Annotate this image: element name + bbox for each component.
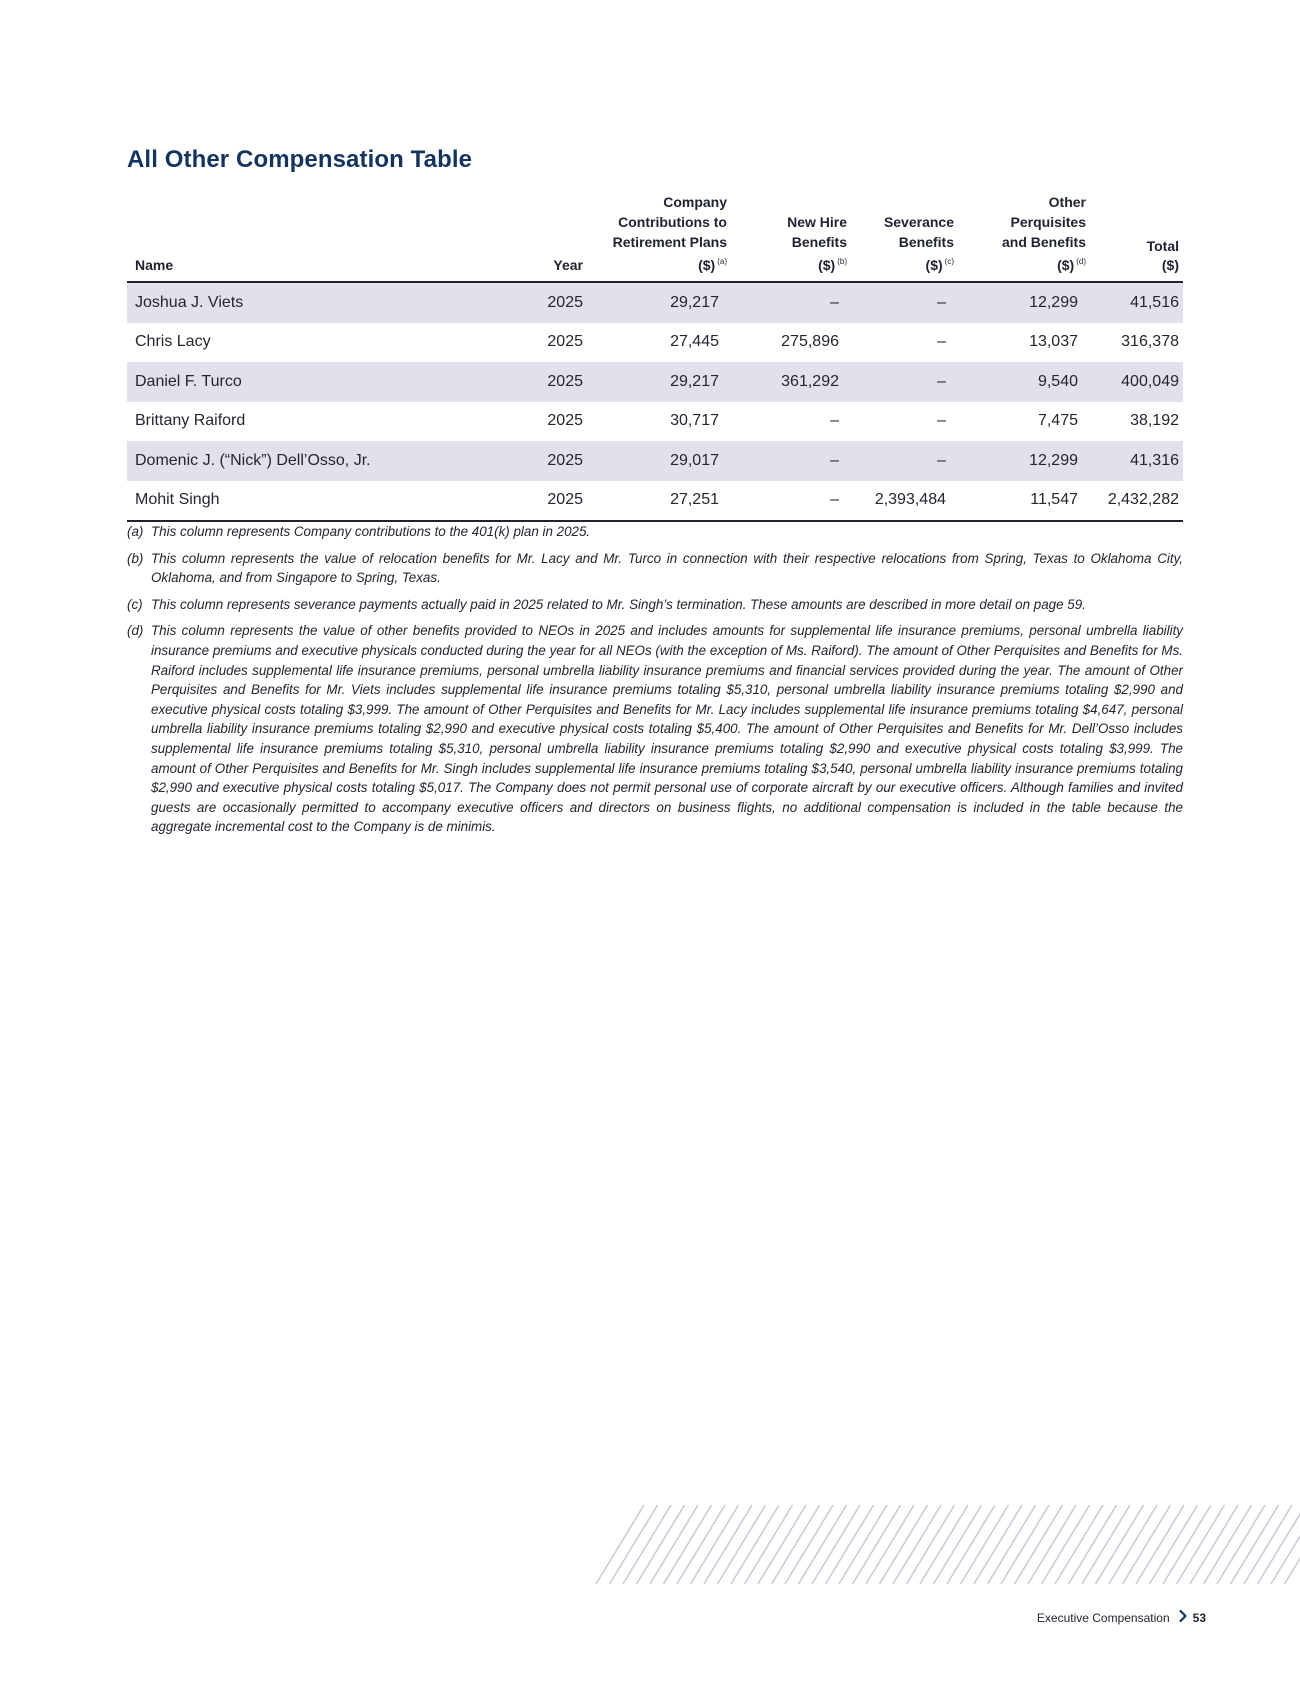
stripe-line bbox=[1190, 1505, 1238, 1584]
col-header-name: Name bbox=[127, 193, 510, 282]
header-line: Total bbox=[1146, 237, 1179, 254]
stripe-line bbox=[907, 1505, 955, 1584]
stripe-line bbox=[691, 1505, 739, 1584]
stripe-line bbox=[866, 1505, 914, 1584]
page-number: 53 bbox=[1192, 1610, 1206, 1625]
cell-other-perquisites: 9,540 bbox=[958, 362, 1090, 402]
footer-section-label: Executive Compensation bbox=[1036, 1610, 1170, 1625]
cell-company-contributions: 30,717 bbox=[670, 412, 719, 430]
cell-new-hire-benefits: 275,896 bbox=[781, 333, 839, 351]
stripe-line bbox=[947, 1505, 995, 1584]
unit-label: ($) bbox=[818, 257, 836, 274]
stripe-line bbox=[1217, 1505, 1265, 1584]
table-row bbox=[127, 323, 1183, 363]
stripe-line bbox=[745, 1505, 793, 1584]
header-line: and Benefits bbox=[1001, 233, 1086, 250]
header-line: Perquisites bbox=[1010, 213, 1086, 230]
footnotes bbox=[127, 522, 1183, 844]
cell-new-hire-benefits: – bbox=[731, 481, 851, 522]
header-line: Retirement Plans bbox=[612, 233, 727, 250]
stripe-line bbox=[893, 1505, 941, 1584]
stripe-line bbox=[1069, 1505, 1117, 1584]
stripe-line bbox=[812, 1505, 860, 1584]
cell-severance-benefits: – bbox=[851, 282, 958, 323]
cell-company-contributions: 27,251 bbox=[587, 481, 731, 522]
stripe-line bbox=[1001, 1505, 1049, 1584]
cell-company-contributions: 29,217 bbox=[587, 362, 731, 402]
stripe-line bbox=[1136, 1505, 1184, 1584]
header-line bbox=[966, 252, 1086, 276]
cell-total: 38,192 bbox=[1130, 412, 1179, 430]
table-row bbox=[127, 441, 1183, 481]
col-header-year: Year bbox=[510, 193, 587, 282]
cell-severance-benefits: – bbox=[851, 362, 958, 402]
stripe-line bbox=[677, 1505, 725, 1584]
cell-year: 2025 bbox=[510, 282, 587, 323]
cell-other-perquisites: 12,299 bbox=[958, 441, 1090, 481]
stripe-line bbox=[1177, 1505, 1225, 1584]
stripe-line bbox=[1028, 1505, 1076, 1584]
stripe-line bbox=[988, 1505, 1036, 1584]
footnote-ref: (a) bbox=[717, 257, 727, 267]
stripe-line bbox=[1109, 1505, 1157, 1584]
cell-name: Daniel F. Turco bbox=[127, 362, 510, 402]
chevron-right-icon bbox=[1179, 1610, 1187, 1625]
cell-total: 316,378 bbox=[1121, 333, 1179, 351]
footnote-label: (c) bbox=[127, 596, 143, 612]
stripe-line bbox=[785, 1505, 833, 1584]
footnote bbox=[127, 595, 1183, 615]
stripe-line bbox=[1082, 1505, 1130, 1584]
cell-other-perquisites: 7,475 bbox=[1037, 412, 1078, 430]
page-title: All Other Compensation Table bbox=[127, 146, 473, 173]
unit-label: ($) bbox=[925, 257, 943, 274]
footnote-text: This column represents the value of other benefits provided to NEOs in 2025 and includes amounts for supplemental life insurance premiums, personal umbrella liability insurance premiums and executive physicals conducted during the year for all NEOs (with the exception of Ms. Raiford). The amount of Other Perquisites and Benefits for Ms. Raiford includes supplemental life insurance premiums, personal umbrella liability insurance premiums and financial services provided during the year. The amount of Other Perquisites and Benefits for Mr. Viets includes supplemental life insurance premiums totaling $5,310, personal umbrella liability insurance premiums totaling $2,990 and executive physical costs totaling $3,999. The amount of Other Perquisites and Benefits for Mr. Lacy includes supplemental life insurance premiums totaling $4,647, personal umbrella liability insurance premiums totaling $2,990 and executive physical costs totaling $5,400. The amount of Other Perquisites and Benefits for Mr. Dell’Osso includes supplemental life insurance premiums totaling $5,310, personal umbrella liability insurance premiums totaling $2,990 and executive physical costs totaling $3,999. The amount of Other Perquisites and Benefits for Mr. Singh includes supplemental life insurance premiums totaling $3,540, personal umbrella liability insurance premiums totaling $2,990 and executive physical costs totaling $5,017. The Company does not permit personal use of corporate aircraft by our executive officers. Although families and invited guests are occasionally permitted to accompany executive officers and directors on business flights, no additional compensation is included in the table because the aggregate incremental cost to the Company is de minimis. bbox=[151, 623, 1183, 835]
table-row bbox=[127, 362, 1183, 402]
stripe-line bbox=[718, 1505, 766, 1584]
stripe-line bbox=[772, 1505, 820, 1584]
stripe-line bbox=[1042, 1505, 1090, 1584]
col-header-company-contributions bbox=[587, 193, 731, 282]
stripe-line bbox=[1055, 1505, 1103, 1584]
stripe-line bbox=[758, 1505, 806, 1584]
stripe-line bbox=[853, 1505, 901, 1584]
cell-severance-benefits: 2,393,484 bbox=[851, 481, 958, 522]
header-line: Company bbox=[663, 194, 727, 210]
cell-total: 2,432,282 bbox=[1090, 481, 1183, 522]
header-line bbox=[739, 252, 847, 276]
cell-new-hire-benefits: – bbox=[731, 282, 851, 323]
footnote bbox=[127, 621, 1183, 837]
cell-year: 2025 bbox=[547, 412, 583, 430]
footnote-label: (a) bbox=[127, 524, 144, 539]
cell-severance-benefits: – bbox=[851, 441, 958, 481]
cell-severance-benefits: – bbox=[937, 333, 946, 351]
col-header-severance-benefits bbox=[851, 193, 958, 282]
cell-total: 400,049 bbox=[1090, 362, 1183, 402]
stripe-line bbox=[623, 1505, 671, 1584]
stripe-line bbox=[799, 1505, 847, 1584]
stripe-line bbox=[1123, 1505, 1171, 1584]
unit-label: ($) bbox=[1057, 257, 1075, 274]
cell-other-perquisites: 13,037 bbox=[1029, 333, 1078, 351]
stripe-line bbox=[920, 1505, 968, 1584]
table-row bbox=[127, 402, 1183, 442]
unit-label: ($) bbox=[698, 257, 716, 274]
header-line: Contributions to bbox=[618, 213, 727, 230]
decorative-stripes bbox=[588, 1504, 1300, 1586]
stripe-line bbox=[596, 1505, 644, 1584]
stripe-line bbox=[961, 1505, 1009, 1584]
table-row bbox=[127, 282, 1183, 323]
stripe-line bbox=[1204, 1505, 1252, 1584]
footnote-ref: (b) bbox=[837, 257, 847, 267]
cell-company-contributions: 27,445 bbox=[670, 333, 719, 351]
cell-name: Domenic J. (“Nick”) Dell’Osso, Jr. bbox=[127, 441, 510, 481]
cell-year: 2025 bbox=[510, 441, 587, 481]
cell-name: Chris Lacy bbox=[135, 333, 211, 351]
cell-total: 41,516 bbox=[1090, 282, 1183, 323]
stripe-line bbox=[704, 1505, 752, 1584]
footnote-label: (b) bbox=[127, 550, 144, 566]
stripe-line bbox=[934, 1505, 982, 1584]
cell-year: 2025 bbox=[547, 333, 583, 351]
stripe-line bbox=[1096, 1505, 1144, 1584]
cell-new-hire-benefits: – bbox=[830, 412, 839, 430]
cell-other-perquisites: 11,547 bbox=[958, 481, 1090, 522]
footnote-text: This column represents severance payments actually paid in 2025 related to Mr. Singh’s termination. These amounts are described in more detail on page 59. bbox=[151, 596, 1086, 612]
col-header-total bbox=[1090, 193, 1183, 282]
table-row bbox=[127, 481, 1183, 522]
compensation-table bbox=[127, 193, 1183, 522]
col-header-other-perquisites bbox=[958, 193, 1090, 282]
cell-name: Brittany Raiford bbox=[135, 412, 246, 430]
cell-total: 41,316 bbox=[1090, 441, 1183, 481]
cell-company-contributions: 29,217 bbox=[587, 282, 731, 323]
header-line: Benefits bbox=[898, 233, 954, 250]
stripe-line bbox=[839, 1505, 887, 1584]
footnote-label: (d) bbox=[127, 623, 144, 639]
stripe-line bbox=[880, 1505, 928, 1584]
table-header-row bbox=[127, 193, 1183, 282]
stripe-line bbox=[1015, 1505, 1063, 1584]
cell-severance-benefits: – bbox=[937, 412, 946, 430]
header-line: Severance bbox=[883, 213, 954, 230]
footnote bbox=[127, 549, 1183, 588]
footnote bbox=[127, 522, 1183, 542]
stripe-line bbox=[1231, 1505, 1279, 1584]
header-line: ($) bbox=[1161, 257, 1179, 274]
header-line: Other bbox=[1048, 194, 1086, 210]
footnote-text: This column represents Company contributions to the 401(k) plan in 2025. bbox=[151, 524, 591, 539]
footnote-ref: (d) bbox=[1076, 257, 1086, 267]
stripe-line bbox=[650, 1505, 698, 1584]
cell-name: Joshua J. Viets bbox=[127, 282, 510, 323]
col-header-new-hire-benefits bbox=[731, 193, 851, 282]
cell-year: 2025 bbox=[510, 362, 587, 402]
cell-new-hire-benefits: 361,292 bbox=[731, 362, 851, 402]
stripe-line bbox=[610, 1505, 658, 1584]
stripe-line bbox=[1244, 1505, 1292, 1584]
stripe-line bbox=[826, 1505, 874, 1584]
stripe-line bbox=[1163, 1505, 1211, 1584]
cell-year: 2025 bbox=[510, 481, 587, 522]
stripe-line bbox=[974, 1505, 1022, 1584]
header-line: Benefits bbox=[791, 233, 847, 250]
cell-company-contributions: 29,017 bbox=[587, 441, 731, 481]
cell-other-perquisites: 12,299 bbox=[958, 282, 1090, 323]
cell-new-hire-benefits: – bbox=[731, 441, 851, 481]
footnote-text: This column represents the value of relocation benefits for Mr. Lacy and Mr. Turco in connection with their respective relocations from Spring, Texas to Oklahoma City, Oklahoma, and from Singapore to Spring, Texas. bbox=[151, 550, 1183, 586]
page-footer bbox=[1037, 1610, 1206, 1625]
stripe-line bbox=[731, 1505, 779, 1584]
cell-name: Mohit Singh bbox=[127, 481, 510, 522]
footnote-ref: (c) bbox=[944, 257, 954, 267]
stripe-line bbox=[664, 1505, 712, 1584]
stripe-line bbox=[637, 1505, 685, 1584]
stripe-line bbox=[1150, 1505, 1198, 1584]
header-line bbox=[595, 252, 727, 276]
header-line: New Hire bbox=[787, 213, 847, 230]
header-line bbox=[859, 252, 954, 276]
